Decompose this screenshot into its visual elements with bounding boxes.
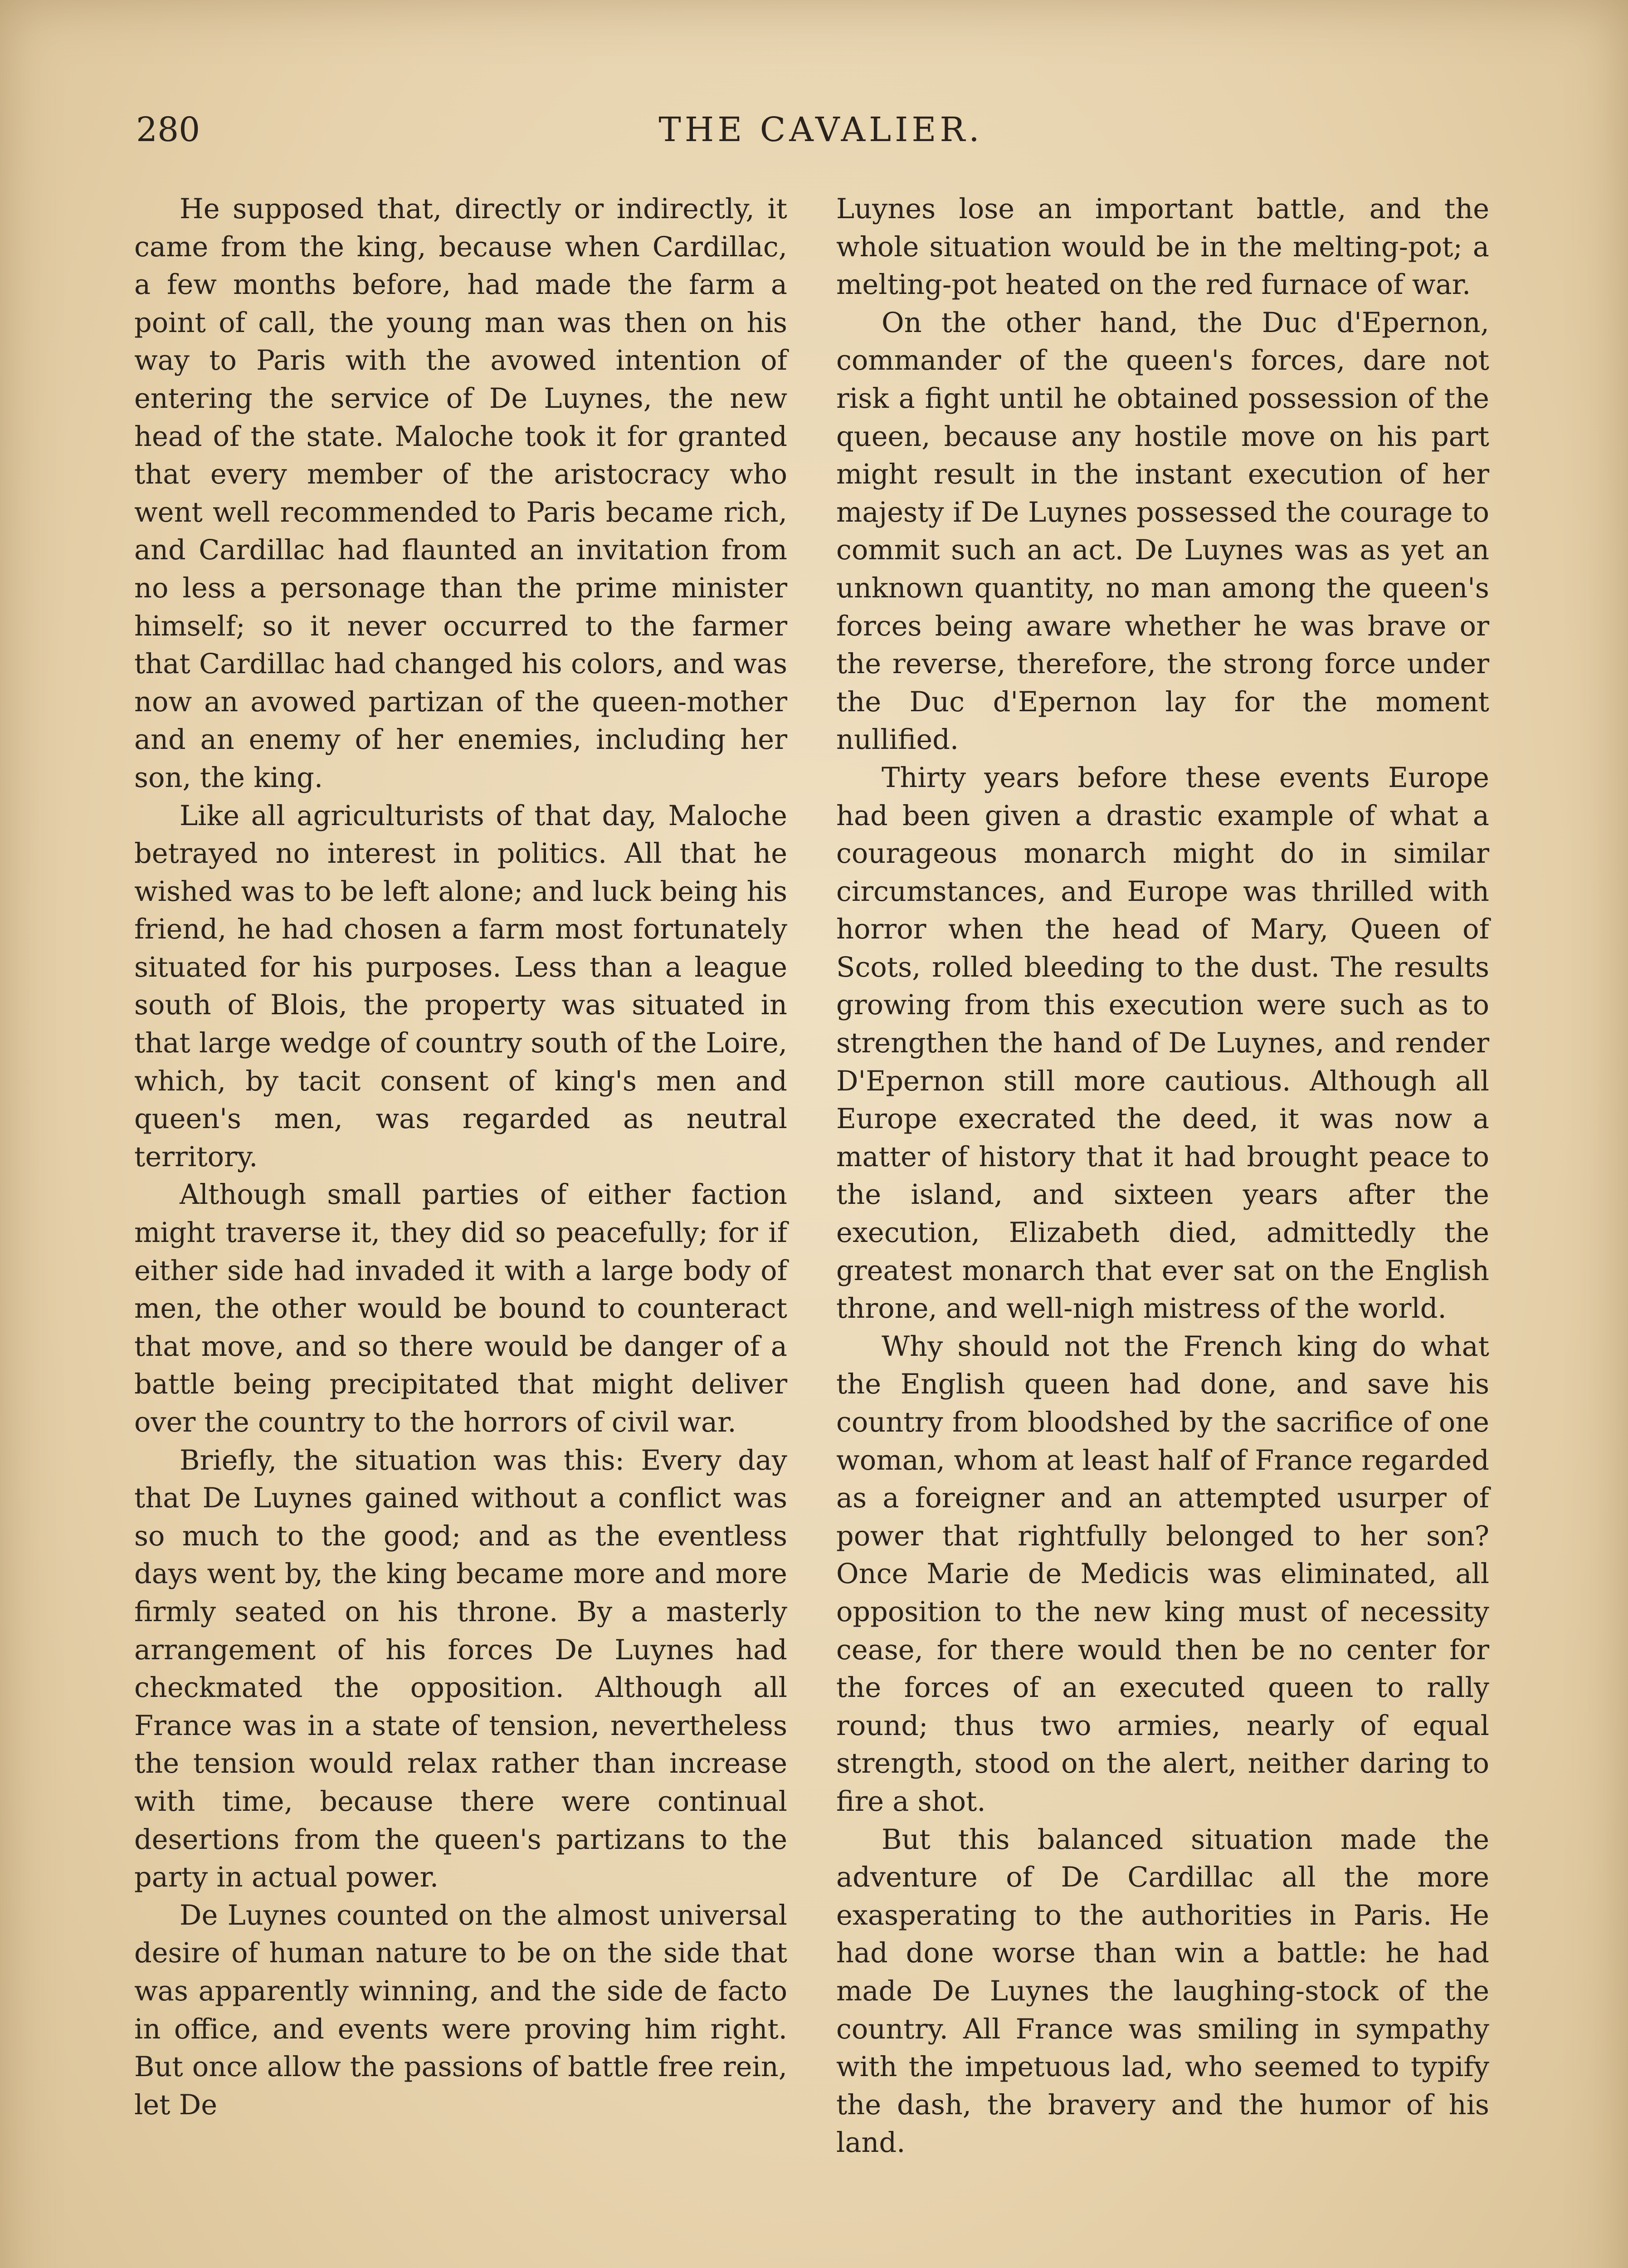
- paragraph: Why should not the French king do what the English queen had done, and save his country from bloodshed by the sacrifice of one woman, whom at least half of France regarded as a foreigner and an attempted usurper of power that rightfully belonged to her son? Once Marie de Medicis was eliminated, all opposition to the new king must of necessity cease, for there would then be no center for the forces of an executed queen to rally round; thus two armies, nearly of equal strength, stood on the alert, neither daring to fire a shot.: [836, 1330, 1489, 1818]
- running-head: [136, 107, 1506, 161]
- running-title: THE CAVALIER.: [658, 110, 983, 149]
- paragraph-continuation: Luynes lose an important battle, and the whole situation would be in the melting-pot; a melting-pot heated on the red furnace of war.: [836, 193, 1489, 301]
- paragraph: On the other hand, the Duc d'Epernon, commander of the queen's forces, dare not risk a fight until he obtained possession of the queen, because any hostile move on his part might result in the instant execution of her majesty if De Luynes possessed the courage to commit such an act. De Luynes was as yet an unknown quantity, no man among the queen's forces being aware whether he was brave or the reverse, therefore, the strong force under the Duc d'Epernon lay for the moment nullified.: [836, 307, 1489, 756]
- left-column: [134, 191, 787, 2124]
- paragraph: Like all agriculturists of that day, Maloche betrayed no interest in politics. All that he wished was to be left alone; and luck being his friend, he had chosen a farm most fortunately situated for his purposes. Less than a league south of Blois, the property was situated in that large wedge of country south of the Loire, which, by tacit consent of king's men and queen's men, was regarded as neutral territory.: [134, 800, 787, 1173]
- paragraph: De Luynes counted on the almost universal desire of human nature to be on the side that was apparently winning, and the side de facto in office, and events were proving him right. But once allow the passions of battle free rein, let De: [134, 1899, 787, 2121]
- paragraph: He supposed that, directly or indirectly, it came from the king, because when Cardillac, a few months before, had made the farm a point of call, the young man was then on his way to Paris with the avowed intention of entering the service of De Luynes, the new head of the state. Maloche took it for granted that every member of the aristocracy who went well recommended to Paris became rich, and Cardillac had flaunted an invitation from no less a personage than the prime minister himself; so it never occurred to the farmer that Cardillac had changed his colors, and was now an avowed partizan of the queen-mother and an enemy of her enemies, including her son, the king.: [134, 193, 787, 794]
- page-number: 280: [136, 110, 200, 149]
- paragraph: Briefly, the situation was this: Every day that De Luynes gained without a conflict was so much to the good; and as the eventless days went by, the king became more and more firmly seated on his throne. By a masterly arrangement of his forces De Luynes had checkmated the opposition. Although all France was in a state of tension, nevertheless the tension would relax rather than increase with time, because there were continual desertions from the queen's partizans to the party in actual power.: [134, 1444, 787, 1894]
- paragraph: Although small parties of either faction might traverse it, they did so peacefully; for if either side had invaded it with a large body of men, the other would be bound to counteract that move, and so there would be danger of a battle being precipitated that might deliver over the country to the horrors of civil war.: [134, 1179, 787, 1438]
- right-column: [836, 191, 1489, 2162]
- paragraph: But this balanced situation made the adventure of De Cardillac all the more exasperating to the authorities in Paris. He had done worse than win a battle: he had made De Luynes the laughing-stock of the country. All France was smiling in sympathy with the impetuous lad, who seemed to typify the dash, the bravery and the humor of his land.: [836, 1823, 1489, 2159]
- paragraph: Thirty years before these events Europe had been given a drastic example of what a courageous monarch might do in similar circumstances, and Europe was thrilled with horror when the head of Mary, Queen of Scots, rolled bleeding to the dust. The results growing from this execution were such as to strengthen the hand of De Luynes, and render D'Epernon still more cautious. Although all Europe execrated the deed, it was now a matter of history that it had brought peace to the island, and sixteen years after the execution, Elizabeth died, admittedly the greatest monarch that ever sat on the English throne, and well-nigh mistress of the world.: [836, 762, 1489, 1325]
